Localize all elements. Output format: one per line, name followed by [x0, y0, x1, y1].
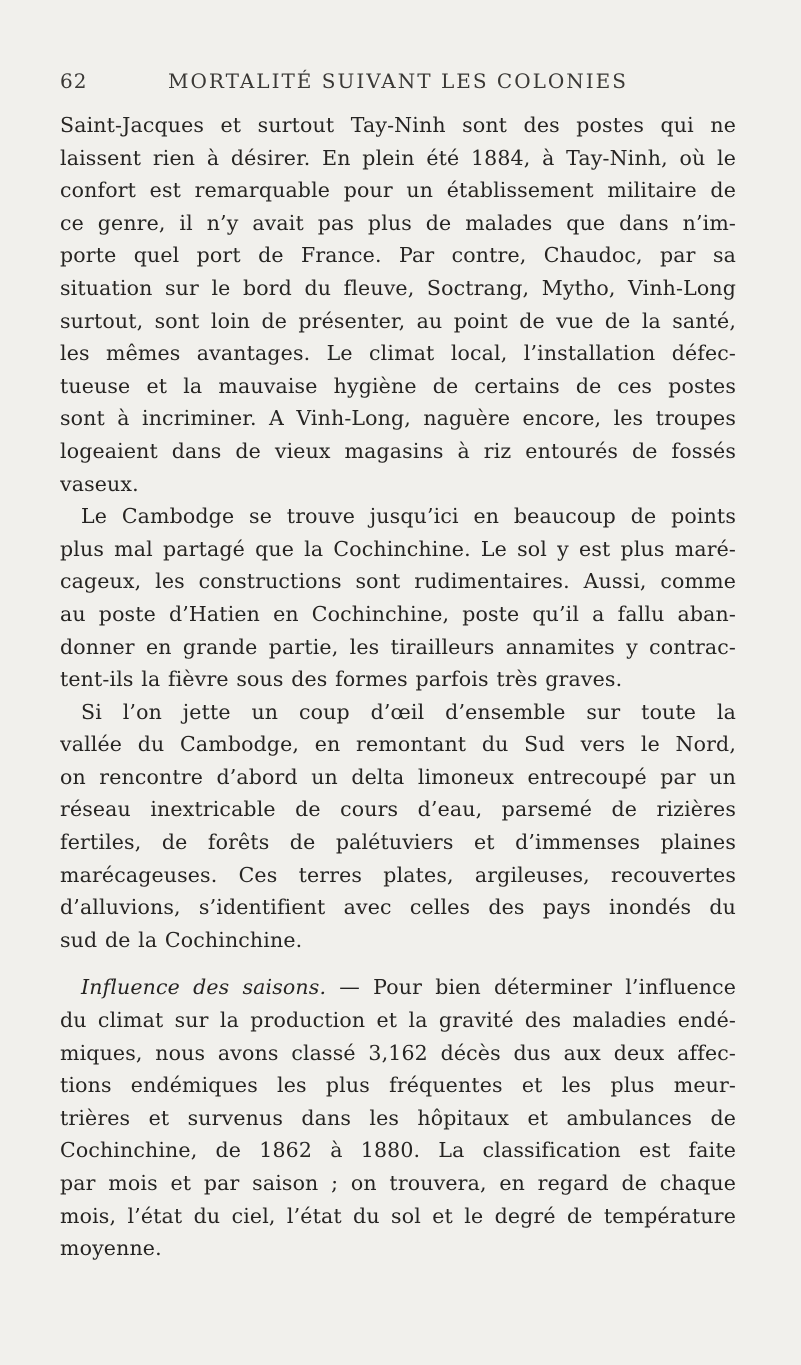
text-line: miques, nous avons classé 3,162 décès dus aux deux affec- — [60, 1040, 736, 1065]
section-spacer — [60, 956, 736, 971]
text-line: mois, l’état du ciel, l’état du sol et le degré de température — [60, 1203, 736, 1228]
text-line: d’alluvions, s’identifient avec celles des pays inondés du — [60, 895, 736, 920]
text-line: moyenne. — [60, 1236, 162, 1261]
text-line: porte quel port de France. Par contre, Chaudoc, par sa — [60, 243, 736, 268]
paragraph-postes — [60, 109, 736, 500]
section-title: Influence des saisons. — [81, 975, 327, 1000]
page-number: 62 — [60, 69, 88, 93]
text-line: tent-ils la fièvre sous des formes parfois très graves. — [60, 667, 623, 692]
text-line: Le Cambodge se trouve jusqu’ici en beaucoup de points — [81, 504, 736, 529]
text-line: sont à incriminer. A Vinh-Long, naguère encore, les troupes — [60, 406, 736, 431]
text-line: plus mal partagé que la Cochinchine. Le sol y est plus maré- — [60, 536, 736, 561]
text-line: trières et survenus dans les hôpitaux et ambulances de — [60, 1105, 736, 1130]
text-line: cageux, les constructions sont rudimentaires. Aussi, comme — [60, 569, 736, 594]
text-line: Saint-Jacques et surtout Tay-Ninh sont des postes qui ne — [60, 113, 736, 137]
text-line: marécageuses. Ces terres plates, argileuses, recouvertes — [60, 862, 736, 887]
text-line: vaseux. — [60, 471, 139, 496]
text-line: par mois et par saison ; on trouvera, en regard de chaque — [60, 1171, 736, 1195]
section-influence-saisons — [60, 971, 736, 1264]
text-line: confort est remarquable pour un établissement militaire de — [60, 178, 736, 203]
section-first-line — [60, 971, 736, 1004]
text-line: les mêmes avantages. Le climat local, l’installation défec- — [60, 341, 736, 366]
text-line: donner en grande partie, les tirailleurs annamites y contrac- — [60, 634, 736, 659]
text-line: ce genre, il n’y avait pas plus de malades que dans n’im- — [60, 210, 736, 235]
text-line: sud de la Cochinchine. — [60, 927, 303, 952]
text-line: au poste d’Hatien en Cochinchine, poste qu’il a fallu aban- — [60, 601, 736, 626]
text-line: du climat sur la production et la gravité des maladies endé- — [60, 1008, 736, 1033]
page-header — [60, 66, 736, 96]
text-line: vallée du Cambodge, en remontant du Sud vers le Nord, — [60, 732, 736, 757]
paragraph-cambodge — [60, 500, 736, 696]
paragraph-vallee — [60, 696, 736, 957]
text-line: on rencontre d’abord un delta limoneux entrecoupé par un — [60, 764, 736, 789]
text-line: Cochinchine, de 1862 à 1880. La classification est faite — [60, 1138, 736, 1163]
text-line: fertiles, de forêts de palétuviers et d’immenses plaines — [60, 830, 736, 855]
text-line: situation sur le bord du fleuve, Soctrang, Mytho, Vinh-Long — [60, 275, 736, 300]
text-line: logeaient dans de vieux magasins à riz entourés de fossés — [60, 438, 736, 463]
body-text — [60, 109, 736, 1265]
text-line: tions endémiques les plus fréquentes et les plus meur- — [60, 1073, 736, 1098]
text-line: Si l’on jette un coup d’œil d’ensemble sur toute la — [81, 699, 736, 724]
text-line: réseau inextricable de cours d’eau, parsemé de rizières — [60, 797, 736, 822]
text-line: tueuse et la mauvaise hygiène de certains de ces postes — [60, 373, 736, 398]
text-line: laissent rien à désirer. En plein été 1884, à Tay-Ninh, où le — [60, 145, 736, 170]
running-head: MORTALITÉ SUIVANT LES COLONIES — [168, 69, 628, 93]
section-first-line-text: — Pour bien déterminer l’influence — [326, 975, 736, 1000]
text-line: surtout, sont loin de présenter, au point de vue de la santé, — [60, 308, 736, 333]
